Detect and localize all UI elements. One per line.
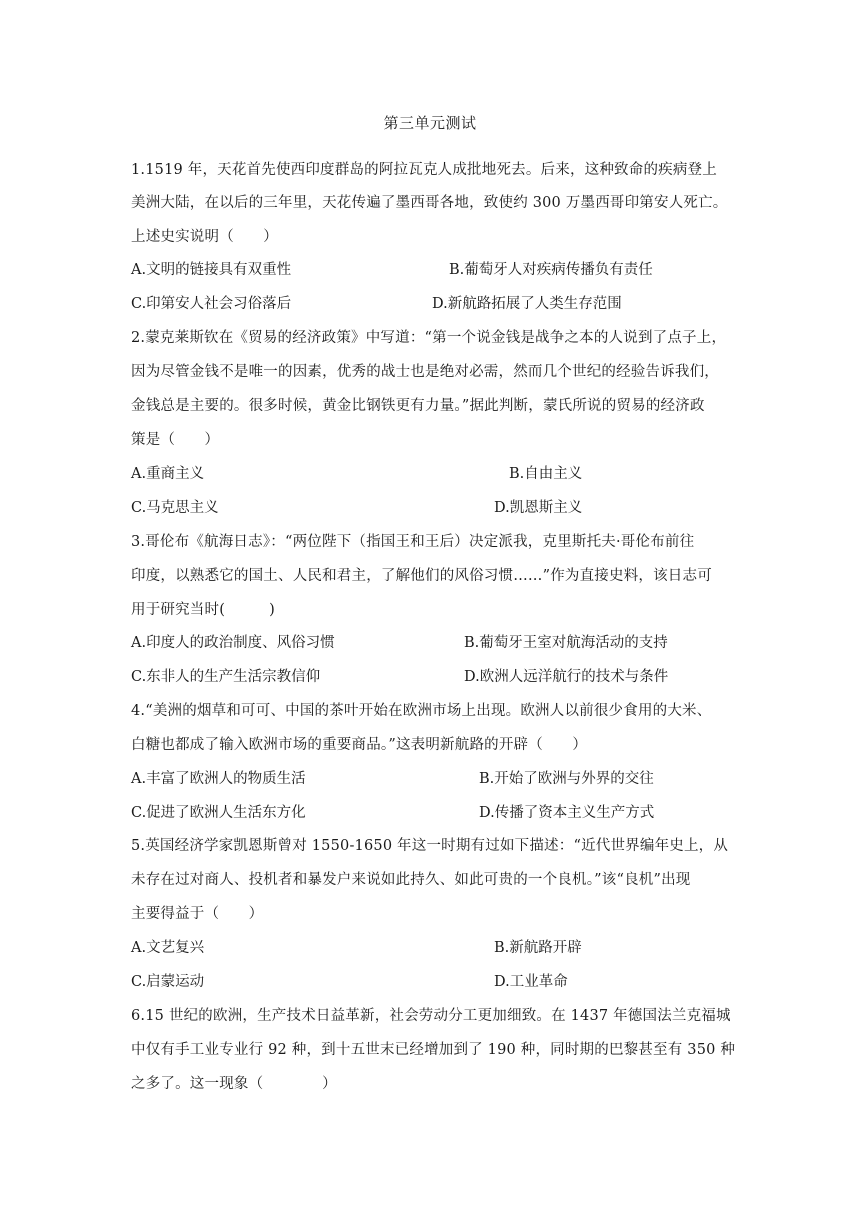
question-3-line-3: 用于研究当时( )	[131, 602, 276, 618]
question-2-line-3: 金钱总是主要的。很多时候，黄金比钢铁更有力量。”据此判断，蒙氏所说的贸易的经济政	[131, 398, 705, 414]
question-1-option-c: C.印第安人社会习俗落后	[131, 296, 292, 312]
page-title: 第三单元测试	[383, 114, 477, 132]
question-4-line-1: 4.“美洲的烟草和可可、中国的茶叶开始在欧洲市场上出现。欧洲人以前很少食用的大米、	[131, 703, 712, 719]
question-3-option-b: B.葡萄牙王室对航海活动的支持	[464, 635, 668, 651]
question-1-line-3: 上述史实说明（ ）	[131, 229, 278, 245]
question-2-option-d: D.凯恩斯主义	[494, 500, 583, 516]
question-4-line-2: 白糖也都成了输入欧洲市场的重要商品。”这表明新航路的开辟（ ）	[131, 737, 588, 753]
question-4-option-d: D.传播了资本主义生产方式	[479, 805, 655, 821]
question-2-option-c: C.马克思主义	[131, 500, 219, 516]
question-1-line-2: 美洲大陆，在以后的三年里，天花传遍了墨西哥各地，致使约 300 万墨西哥印第安人死亡。	[131, 195, 728, 211]
question-3-option-c: C.东非人的生产生活宗教信仰	[131, 669, 321, 685]
question-5-option-a: A.文艺复兴	[131, 940, 205, 956]
question-5-line-3: 主要得益于（ ）	[131, 906, 264, 922]
question-5-option-b: B.新航路开辟	[494, 940, 582, 956]
question-2-line-4: 策是（ ）	[131, 432, 220, 448]
question-4-option-c: C.促进了欧洲人生活东方化	[131, 805, 306, 821]
question-3-line-1: 3.哥伦布《航海日志》：“两位陛下（指国王和王后）决定派我，克里斯托夫·哥伦布前往	[131, 534, 695, 550]
question-5-line-2: 未存在过对商人、投机者和暴发户来说如此持久、如此可贵的一个良机。”该“良机”出现	[131, 872, 691, 888]
question-6-line-1: 6.15 世纪的欧洲，生产技术日益革新，社会劳动分工更加细致。在 1437 年德国法兰克福城	[131, 1008, 731, 1024]
question-2-line-1: 2.蒙克莱斯钦在《贸易的经济政策》中写道：“第一个说金钱是战争之本的人说到了点子上，	[131, 330, 727, 346]
question-1-line-1: 1.1519 年，天花首先使西印度群岛的阿拉瓦克人成批地死去。后来，这种致命的疾病登上	[131, 162, 717, 178]
question-5-option-c: C.启蒙运动	[131, 974, 205, 990]
question-2-line-2: 因为尽管金钱不是唯一的因素，优秀的战士也是绝对必需，然而几个世纪的经验告诉我们，	[131, 364, 719, 380]
question-1-option-d: D.新航路拓展了人类生存范围	[432, 296, 622, 312]
question-5-option-d: D.工业革命	[494, 974, 568, 990]
question-6-line-3: 之多了。这一现象（ ）	[131, 1076, 337, 1092]
question-3-option-d: D.欧洲人远洋航行的技术与条件	[464, 669, 669, 685]
question-1-option-a: A.文明的链接具有双重性	[131, 262, 292, 278]
question-2-option-a: A.重商主义	[131, 466, 205, 482]
question-6-line-2: 中仅有手工业专业行 92 种，到十五世末已经增加到了 190 种，同时期的巴黎甚至有 350 种	[131, 1042, 736, 1058]
question-2-option-b: B.自由主义	[509, 466, 583, 482]
question-3-line-2: 印度，以熟悉它的国土、人民和君主，了解他们的风俗习惯……”作为直接史料，该日志可	[131, 568, 712, 584]
question-4-option-b: B.开始了欧洲与外界的交往	[479, 771, 654, 787]
question-1-option-b: B.葡萄牙人对疾病传播负有责任	[449, 262, 653, 278]
question-4-option-a: A.丰富了欧洲人的物质生活	[131, 771, 306, 787]
question-5-line-1: 5.英国经济学家凯恩斯曾对 1550-1650 年这一时期有过如下描述：“近代世界编年史上，从	[131, 838, 729, 854]
question-3-option-a: A.印度人的政治制度、风俗习惯	[131, 635, 335, 651]
